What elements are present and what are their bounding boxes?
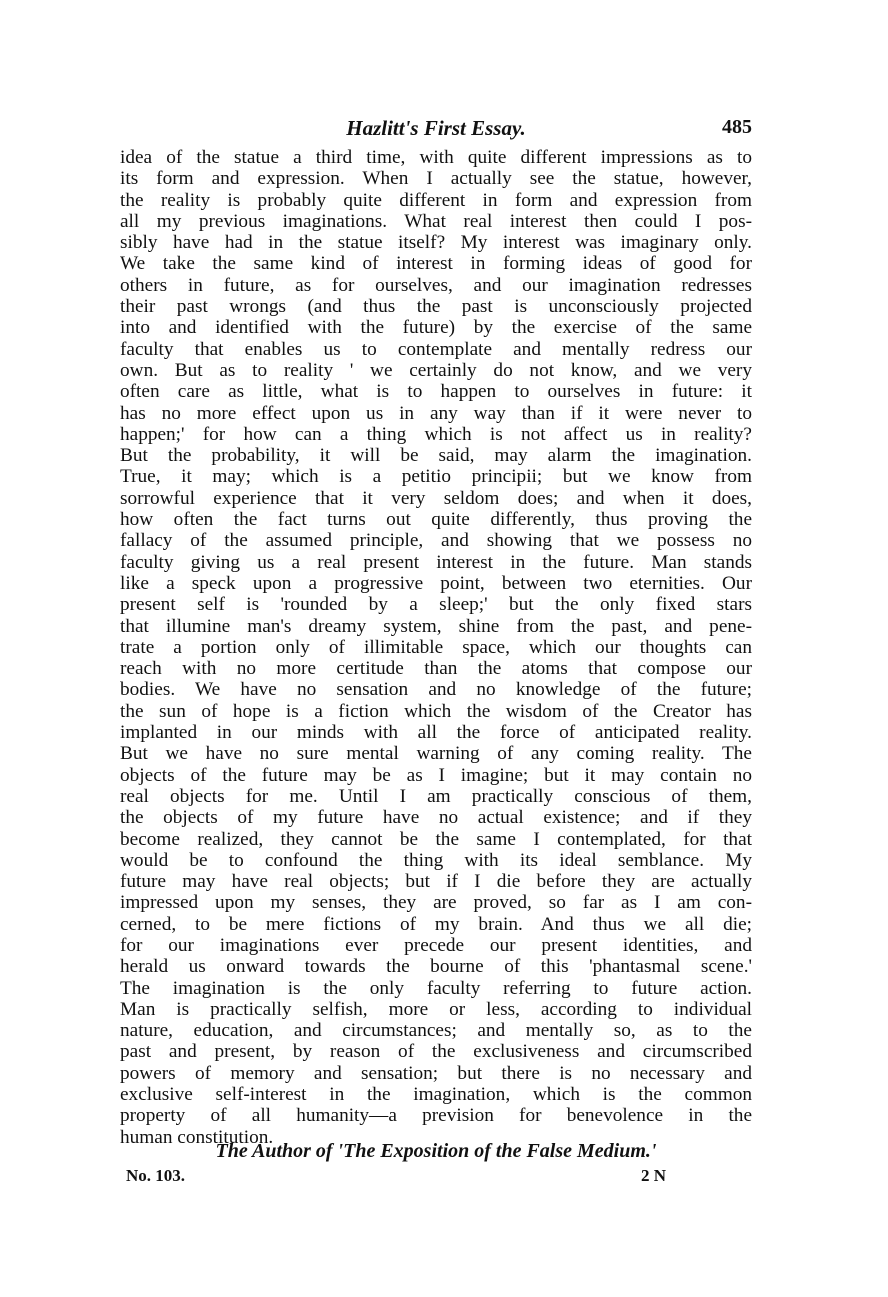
text-line: objects of the future may be as I imagine; but it may contain no — [120, 764, 752, 786]
text-line: bodies. We have no sensation and no knowledge of the future; — [120, 679, 752, 701]
text-line: how often the fact turns out quite differently, thus proving the — [120, 509, 752, 531]
text-line: the sun of hope is a fiction which the wisdom of the Creator has — [120, 700, 752, 722]
text-line: would be to confound the thing with its ideal semblance. My — [120, 849, 752, 871]
page-number: 485 — [722, 116, 752, 138]
text-line: that illumine man's dreamy system, shine from the past, and pene- — [120, 615, 752, 637]
text-line: into and identified with the future) by the exercise of the same — [120, 317, 752, 339]
text-line: real objects for me. Until I am practically conscious of them, — [120, 785, 752, 807]
text-line: cerned, to be mere fictions of my brain. And thus we all die; — [120, 913, 752, 935]
text-line: impressed upon my senses, they are proved, so far as I am con- — [120, 892, 752, 914]
text-line: faculty that enables us to contemplate and mentally redress our — [120, 338, 752, 360]
text-line: often care as little, what is to happen to ourselves in future: it — [120, 381, 752, 403]
text-line: exclusive self-interest in the imagination, which is the common — [120, 1084, 752, 1106]
page-footer — [126, 1166, 666, 1190]
text-line: become realized, they cannot be the same I contemplated, for that — [120, 828, 752, 850]
text-line: the objects of my future have no actual existence; and if they — [120, 807, 752, 829]
text-line: trate a portion only of illimitable space, which our thoughts can — [120, 636, 752, 658]
signature-mark: 2 N — [640, 1166, 666, 1185]
text-line: happen;' for how can a thing which is not affect us in reality? — [120, 423, 752, 445]
text-line: has no more effect upon us in any way than if it were never to — [120, 402, 752, 424]
text-line: nature, education, and circumstances; and mentally so, as to the — [120, 1020, 752, 1042]
text-line: faculty giving us a real present interest in the future. Man stands — [120, 551, 752, 573]
text-line: their past wrongs (and thus the past is unconsciously projected — [120, 296, 752, 318]
body-text — [120, 147, 752, 1148]
text-line: its form and expression. When I actually see the statue, however, — [120, 168, 752, 190]
text-line: all my previous imaginations. What real interest then could I pos- — [120, 210, 752, 232]
text-line: fallacy of the assumed principle, and showing that we possess no — [120, 530, 752, 552]
text-line-last: human constitution. — [120, 1126, 274, 1148]
text-line: True, it may; which is a petitio principii; but we know from — [120, 466, 752, 488]
text-line: The imagination is the only faculty referring to future action. — [120, 977, 752, 999]
text-line: own. But as to reality ' we certainly do not know, and we very — [120, 359, 752, 381]
text-line: But the probability, it will be said, may alarm the imagination. — [120, 445, 752, 467]
text-line: implanted in our minds with all the force of anticipated reality. — [120, 722, 752, 744]
text-line: sorrowful experience that it very seldom does; and when it does, — [120, 487, 752, 509]
text-line: property of all humanity—a prevision for benevolence in the — [120, 1105, 752, 1127]
text-line: past and present, by reason of the exclusiveness and circumscribed — [120, 1041, 752, 1063]
text-line: future may have real objects; but if I die before they are actually — [120, 871, 752, 893]
text-line: others in future, as for ourselves, and our imagination redresses — [120, 274, 752, 296]
text-line: present self is 'rounded by a sleep;' but the only fixed stars — [120, 594, 752, 616]
text-line: idea of the statue a third time, with quite different impressions as to — [120, 147, 752, 168]
text-line: We take the same kind of interest in forming ideas of good for — [120, 253, 752, 275]
running-header — [120, 114, 752, 144]
text-line: the reality is probably quite different in form and expression from — [120, 189, 752, 211]
text-line: sibly have had in the statue itself? My interest was imaginary only. — [120, 232, 752, 254]
text-line: powers of memory and sensation; but there is no necessary and — [120, 1062, 752, 1084]
text-line: Man is practically selfish, more or less, according to individual — [120, 998, 752, 1020]
issue-number: No. 103. — [126, 1166, 186, 1185]
text-line: But we have no sure mental warning of any coming reality. The — [120, 743, 752, 765]
running-title: Hazlitt's First Essay. — [346, 116, 526, 140]
text-line: reach with no more certitude than the atoms that compose our — [120, 658, 752, 680]
text-line: for our imaginations ever precede our present identities, and — [120, 934, 752, 956]
text-line: like a speck upon a progressive point, between two eternities. Our — [120, 572, 752, 594]
author-signature: The Author of 'The Exposition of the False Medium.' — [215, 1140, 657, 1162]
text-line: herald us onward towards the bourne of this 'phantasmal scene.' — [120, 956, 752, 978]
